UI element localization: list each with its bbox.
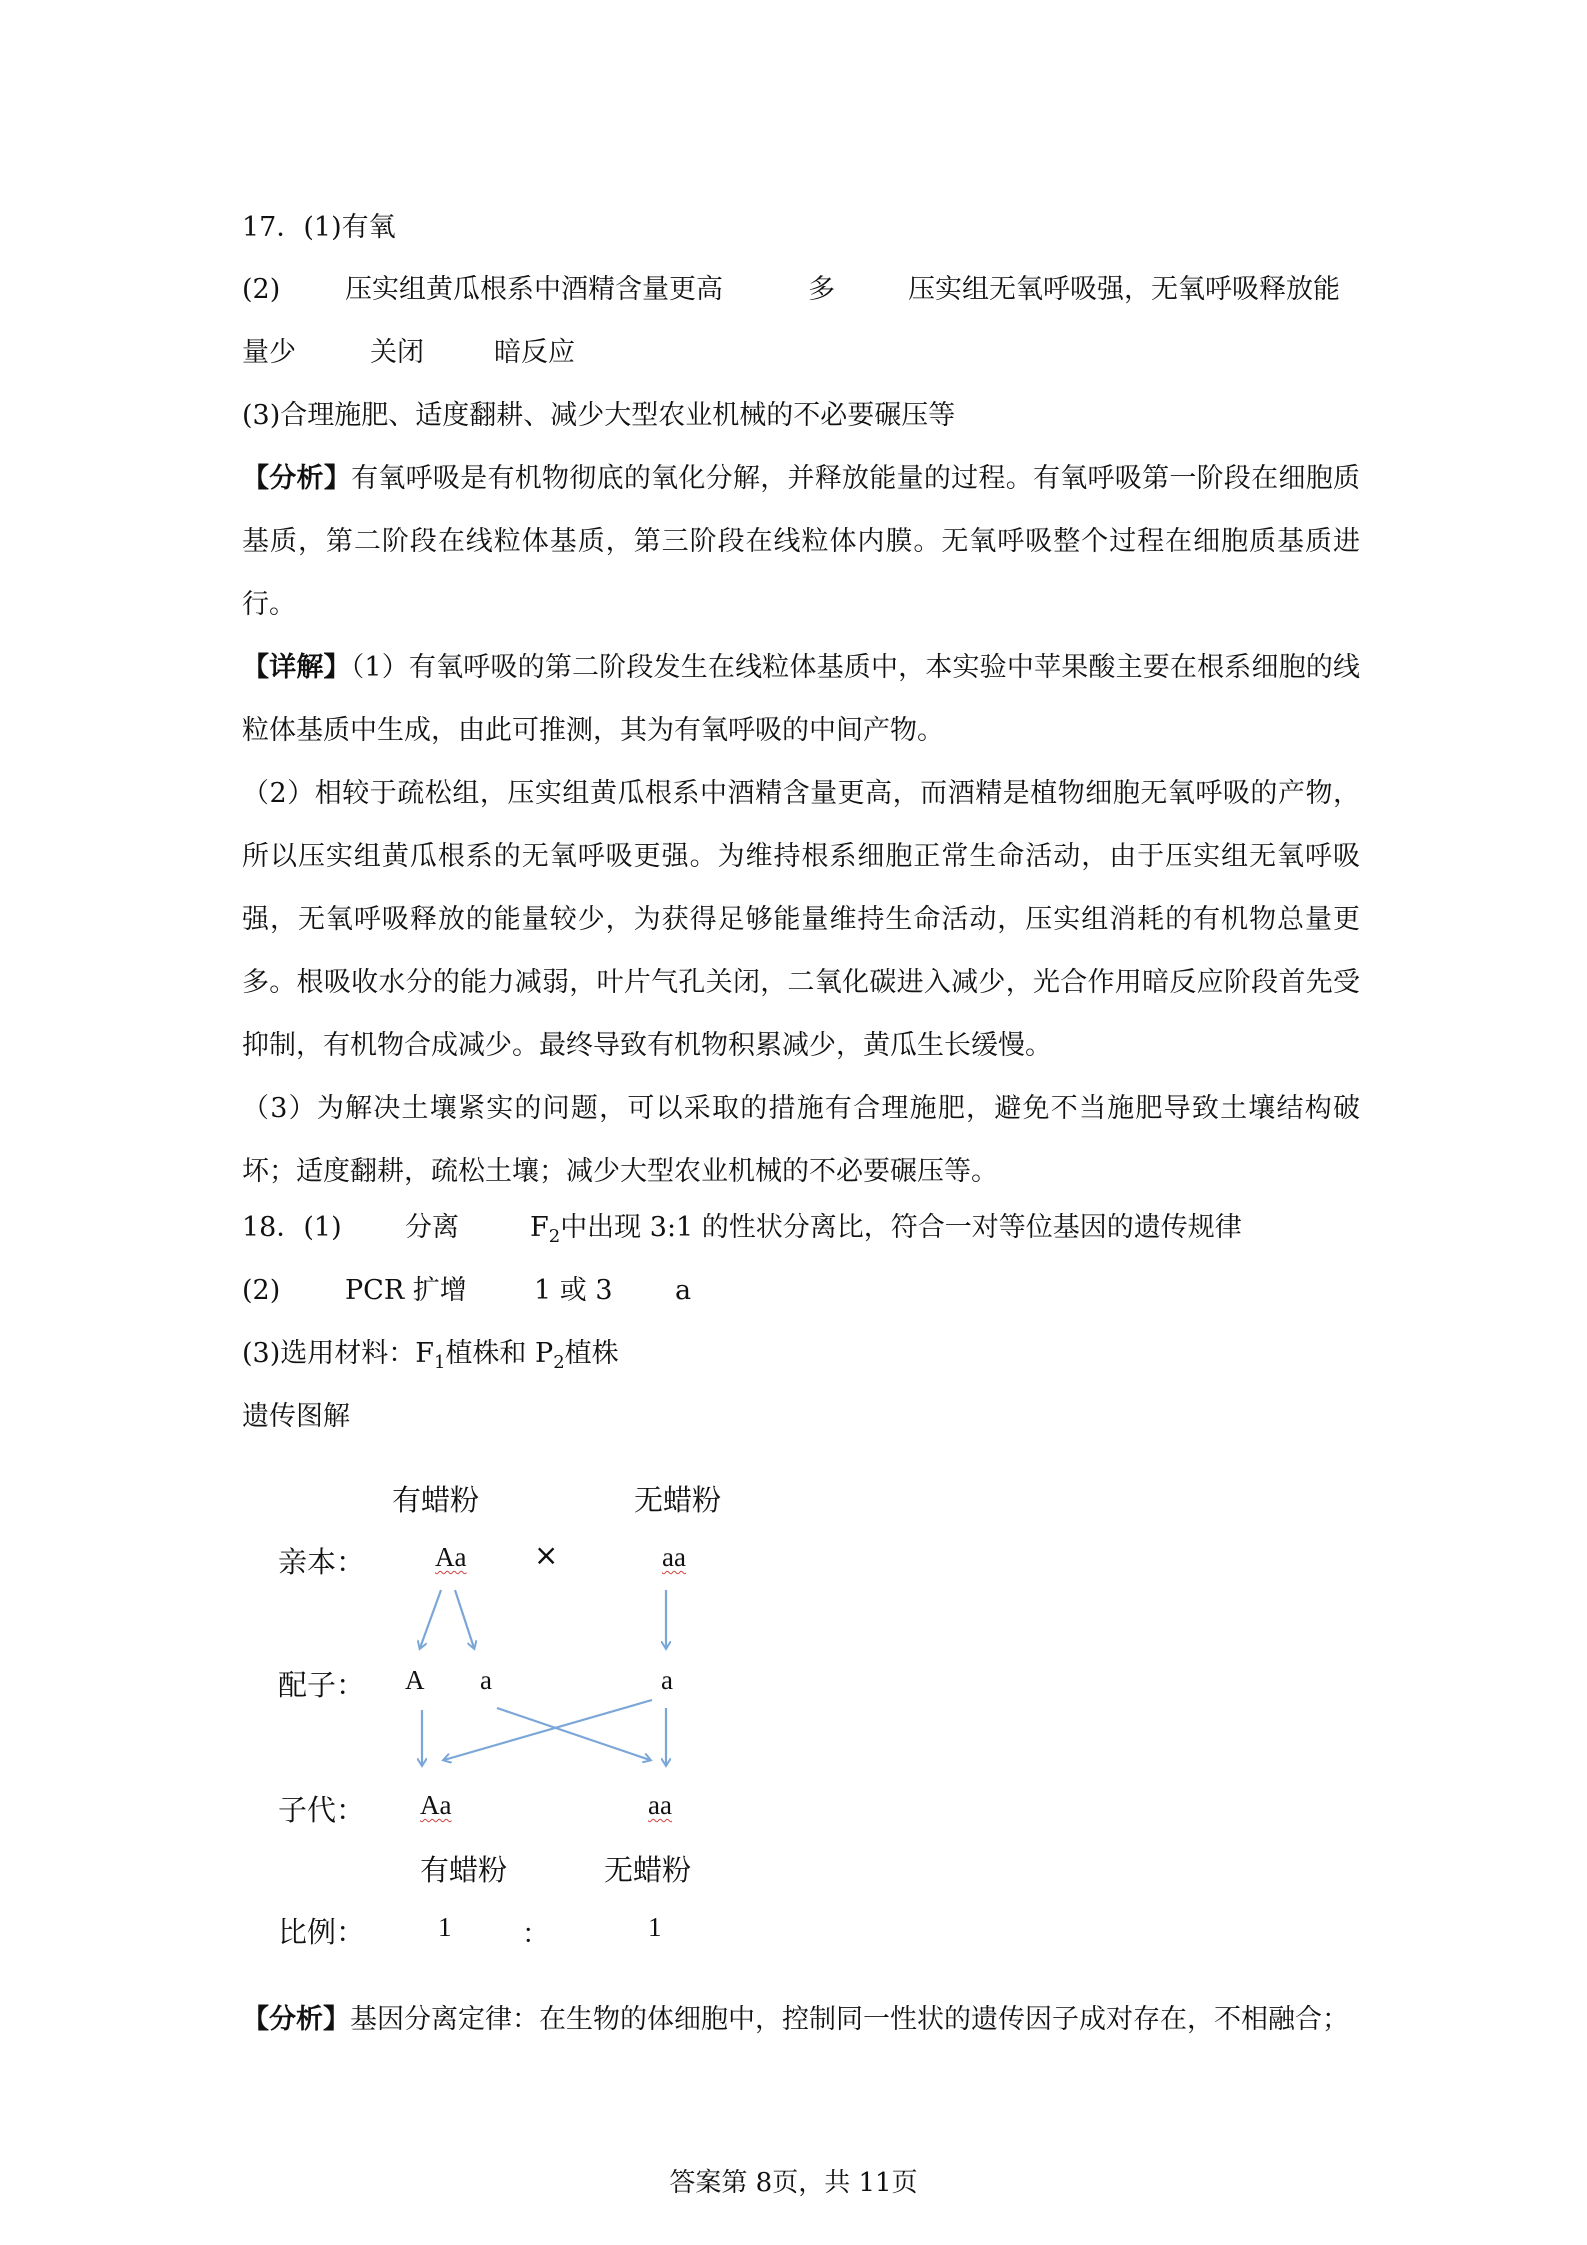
offspring-genotype-Aa: Aa	[420, 1790, 452, 1820]
q18-answer-2-blank-1: PCR 扩增	[345, 1275, 467, 1306]
analysis-text-18: 基因分离定律：在生物的体细胞中，控制同一性状的遗传因子成对存在，不相融合；	[350, 2004, 1349, 2035]
q18-answer-2-blank-3: a	[675, 1275, 692, 1306]
f1-subscript: 1	[433, 1352, 446, 1373]
row-label-ratio: 比例：	[278, 1915, 366, 1949]
material-text-mid: 植株和 P	[445, 1338, 554, 1369]
q17-answer-2-blank-2: 多	[808, 274, 835, 305]
q17-detail-1	[242, 636, 1360, 762]
arrow-a-left-to-aa	[497, 1708, 650, 1760]
ratio-value-right: 1	[648, 1912, 662, 1942]
gamete-A: A	[405, 1665, 425, 1695]
analysis-text: 有氧呼吸是有机物彻底的氧化分解，并释放能量的过程。有氧呼吸第一阶段在细胞质基质，第二阶段在线粒体基质，第三阶段在线粒体内膜。无氧呼吸整个过程在细胞质基质进行。	[242, 463, 1361, 620]
q17-answer-3: (3)合理施肥、适度翻耕、减少大型农业机械的不必要碾压等	[242, 400, 956, 431]
gamete-a-right: a	[661, 1665, 673, 1695]
q18-answer-1-number: 18．(1)	[242, 1212, 342, 1243]
q18-answer-2-blank-2: 1 或 3	[534, 1275, 613, 1306]
ratio-colon: ：	[522, 1919, 549, 1949]
q18-answer-3	[242, 1334, 619, 1383]
q17-detail-3: （3）为解决土壤紧实的问题，可以采取的措施有合理施肥，避免不当施肥导致土壤结构破坏；适度翻耕，疏松土壤；减少大型农业机械的不必要碾压等。	[242, 1093, 1360, 1187]
gamete-a-left: a	[480, 1665, 492, 1695]
f-symbol: F	[530, 1212, 549, 1243]
parent-genotype-aa: aa	[662, 1542, 686, 1572]
ratio-explanation: 中出现 3:1 的性状分离比，符合一对等位基因的遗传规律	[560, 1212, 1242, 1243]
q18-analysis	[242, 1988, 1360, 2051]
row-label-parents: 亲本：	[278, 1545, 366, 1579]
page-footer: 答案第 8页，共 11页	[669, 2168, 918, 2198]
q17-answer-2-blank-5: 暗反应	[494, 337, 575, 368]
f-subscript: 2	[548, 1226, 561, 1247]
offspring-genotype-aa: aa	[648, 1790, 672, 1820]
q17-answer-2-blank-4: 关闭	[370, 337, 424, 368]
q17-answer-2-number: (2)	[242, 274, 281, 305]
genetic-diagram	[242, 1460, 802, 1980]
p2-subscript: 2	[553, 1352, 565, 1373]
q17-answer-2-cont: 量少	[242, 337, 296, 368]
parent-genotype-Aa: Aa	[435, 1542, 467, 1572]
material-text-end: 植株	[564, 1338, 619, 1369]
genetic-diagram-heading: 遗传图解	[242, 1401, 350, 1432]
q17-answer-2-blank-3: 压实组无氧呼吸强，无氧呼吸释放能	[908, 274, 1340, 305]
q17-answer-2-blank-1: 压实组黄瓜根系中酒精含量更高	[345, 274, 723, 305]
analysis-tag-18: 【分析】	[242, 2004, 350, 2035]
ratio-value-left: 1	[438, 1912, 452, 1942]
analysis-tag: 【分析】	[242, 463, 352, 494]
row-label-gametes: 配子：	[278, 1668, 366, 1702]
row-label-offspring: 子代：	[278, 1793, 366, 1827]
phenotype-waxy-top: 有蜡粉	[392, 1483, 480, 1517]
phenotype-nonwaxy-top: 无蜡粉	[634, 1483, 722, 1517]
q18-answer-1-blank-1: 分离	[405, 1212, 459, 1243]
q18-answer-2-number: (2)	[242, 1275, 281, 1306]
detail-text-1: （1）有氧呼吸的第二阶段发生在线粒体基质中，本实验中苹果酸主要在根系细胞的线粒体基质中生成，由此可推测，其为有氧呼吸的中间产物。	[242, 652, 1360, 746]
q17-answer-1: 17．(1)有氧	[242, 212, 396, 243]
cross-symbol: ×	[534, 1538, 559, 1572]
detail-tag: 【详解】	[242, 652, 351, 683]
q17-detail-2: （2）相较于疏松组，压实组黄瓜根系中酒精含量更高，而酒精是植物细胞无氧呼吸的产物，所以压实组黄瓜根系的无氧呼吸更强。为维持根系细胞正常生命活动，由于压实组无氧呼吸强，无氧呼吸释放的能量较少，为获得足够能量维持生命活动，压实组消耗的有机物总量更多。根吸收水分的能力减弱，叶片气孔关闭，二氧化碳进入减少，光合作用暗反应阶段首先受抑制，有机物合成减少。最终导致有机物积累减少，黄瓜生长缓慢。	[242, 778, 1360, 1061]
phenotype-waxy-bottom: 有蜡粉	[420, 1853, 508, 1887]
diagram-arrows	[242, 1460, 802, 1980]
arrow-Aa-to-A	[420, 1590, 441, 1648]
q18-answer-1-blank-2	[530, 1208, 1242, 1257]
material-text: (3)选用材料：F	[242, 1338, 434, 1369]
arrow-Aa-to-a	[455, 1590, 474, 1648]
q17-analysis	[242, 447, 1360, 636]
phenotype-nonwaxy-bottom: 无蜡粉	[604, 1853, 692, 1887]
